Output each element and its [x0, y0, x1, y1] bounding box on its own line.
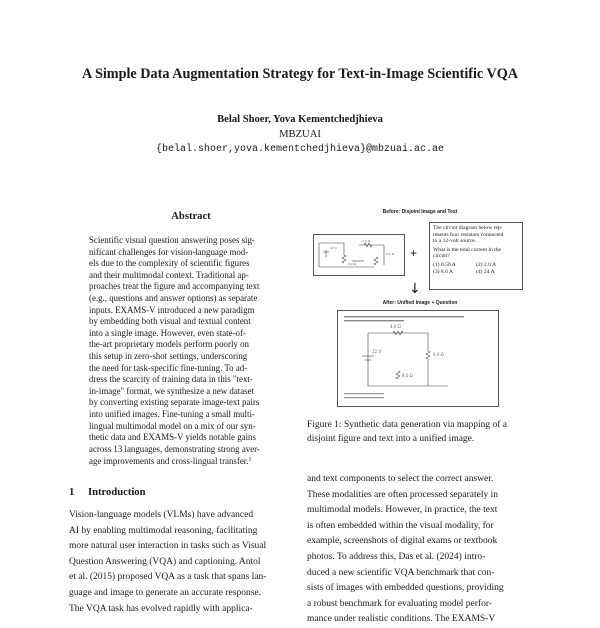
intro-line: et al. (2015) proposed VQA as a task that spans lan- — [69, 572, 267, 583]
svg-text:4.0 Ω: 4.0 Ω — [390, 324, 401, 329]
section-title: Introduction — [88, 487, 146, 498]
unified-circuit-schematic — [338, 311, 498, 406]
answer-options-row — [433, 269, 519, 276]
abstract-line: lingual multimodal model on a mix of our syn- — [89, 420, 256, 431]
abstract-line: into a single image. However, even state-of- — [89, 327, 246, 338]
figure-before-label: Before: Disjoint Image and Text — [382, 209, 458, 215]
body-line: sists of images with embedded questions, providing — [307, 583, 504, 594]
unified-image — [337, 310, 499, 407]
abstract-line: els due to the complexity of scientific figures — [89, 258, 250, 269]
svg-text:6.0 Ω: 6.0 Ω — [433, 352, 444, 357]
abstract-line: the-art proprietary models perform poorly on — [89, 339, 249, 350]
figure-after-label: After: Unified Image + Question — [382, 300, 458, 306]
body-line: is often embedded within the visual modality, for — [307, 520, 494, 531]
svg-text:4.0 Ω: 4.0 Ω — [362, 239, 371, 243]
body-line: These modalities are often processed separately in — [307, 489, 498, 500]
abstract-last-text: age improvements and cross-lingual transfer. — [89, 456, 249, 467]
caption-line: disjoint figure and text into a unified image. — [307, 433, 475, 444]
svg-text:6.0 Ω: 6.0 Ω — [386, 252, 395, 256]
abstract-line: dress the scarcity of training data in this "text- — [89, 374, 253, 385]
svg-text:12 V: 12 V — [372, 349, 382, 354]
abstract-line: nificant challenges for vision-language mod- — [89, 246, 249, 257]
abstract-body — [89, 235, 293, 467]
section-heading — [69, 487, 293, 498]
body-line: mance under realistic conditions. The EXAMS-V — [307, 614, 496, 625]
intro-line: Question Answering (VQA) and captioning. Antol — [69, 556, 261, 567]
abstract-line: Scientific visual question answering poses sig- — [89, 235, 255, 245]
svg-text:12 V: 12 V — [330, 246, 337, 250]
caption-line: Figure 1: Synthetic data generation via mapping of a — [307, 420, 507, 430]
circuit-diagram-small — [313, 234, 405, 276]
answer-option: (2) 2.0 A — [476, 261, 497, 268]
abstract-line: and their multimodal context. Traditional ap- — [89, 269, 249, 280]
body-line: duced a new scientific VQA benchmark that con- — [307, 567, 495, 578]
question-box — [429, 222, 523, 290]
abstract-line: in-image" format, we synthesize a new dataset — [89, 385, 255, 396]
body-line: and text components to select the correct answer. — [307, 474, 494, 484]
affiliation: MBZUAI — [279, 129, 321, 140]
abstract-line: inputs. EXAMS-V introduced a new paradigm — [89, 304, 255, 315]
right-column-body — [307, 472, 533, 628]
intro-line: AI by enabling multimodal reasoning, facilitating — [69, 525, 258, 536]
section-number: 1 — [69, 487, 75, 498]
body-line: multimodal models. However, in practice, the text — [307, 505, 498, 516]
footnote-mark: 1 — [248, 457, 252, 464]
figure-caption — [307, 419, 533, 447]
down-arrow: ↓ — [409, 281, 421, 297]
intro-body — [69, 508, 294, 617]
paper-title: A Simple Data Augmentation Strategy for Text-in-Image Scientific VQA — [81, 66, 519, 82]
abstract-line: proaches treat the figure and accompanying text — [89, 281, 260, 292]
question-line: resents four resistors connected — [433, 231, 504, 238]
intro-line: The VQA task has evolved rapidly with applica- — [69, 603, 253, 614]
body-line: a robust benchmark for evaluating model perfor- — [307, 598, 492, 609]
intro-line: Vision-language models (VLMs) have advanced — [69, 510, 254, 520]
question-line: What is the total current in the — [433, 246, 502, 253]
answer-option: (3) 8.6 A — [433, 268, 454, 275]
plus-symbol: + — [410, 246, 418, 260]
svg-text:8.0 Ω: 8.0 Ω — [348, 262, 357, 266]
abstract-heading: Abstract — [171, 211, 211, 222]
abstract-line: this setup in zero-shot settings, underscoring — [89, 350, 248, 361]
abstract-line: into unified images. Fine-tuning a small multi- — [89, 408, 255, 419]
question-line: to a 12-volt source. — [433, 238, 477, 245]
body-line: example, screenshots of digital exams or textbook — [307, 536, 498, 547]
intro-line: guage and image to generate an accurate response. — [69, 587, 262, 598]
abstract-line: (e.g., questions and answer options) as separate — [89, 292, 258, 303]
abstract-line: the need for task-specific fine-tuning. To ad- — [89, 362, 248, 373]
body-line: photos. To address this, Das et al. (2024) intro- — [307, 551, 486, 562]
abstract-line: by embedding both visual and textual content — [89, 316, 251, 327]
answer-option: (1) 0.50 A — [433, 261, 456, 268]
question-line: circuit? — [433, 253, 450, 260]
question-line: The circuit diagram below rep- — [433, 225, 503, 231]
circuit-schematic — [314, 235, 404, 275]
author-email: {belal.shoer,yova.kementchedjhieva}@mbzuai.ac.ae — [155, 144, 445, 155]
author-names: Belal Shoer, Yova Kementchedjhieva — [217, 114, 383, 125]
answer-options-row — [433, 262, 519, 269]
abstract-line: thetic data and EXAMS-V yields notable gains — [89, 432, 256, 443]
intro-line: more natural user interaction in tasks such as Visual — [69, 541, 267, 552]
abstract-line: across 13 languages, demonstrating strong aver- — [89, 443, 260, 454]
abstract-line: by converting existing separate image-text pairs — [89, 397, 260, 408]
abstract-line-last — [89, 455, 293, 467]
svg-text:8.0 Ω: 8.0 Ω — [402, 373, 413, 378]
answer-option: (4) 24 A — [476, 268, 495, 275]
